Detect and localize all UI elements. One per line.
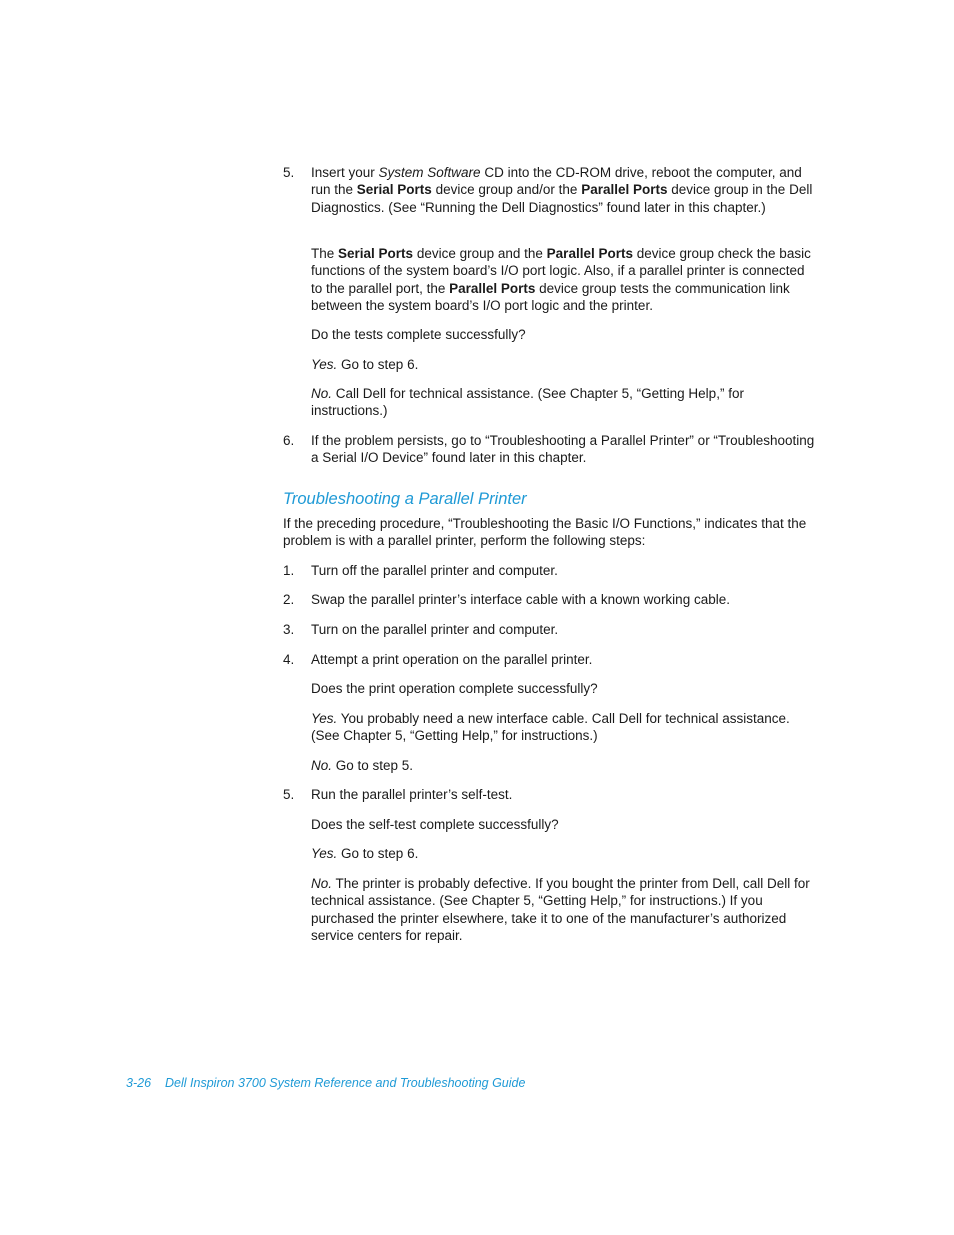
answer-yes: Yes. You probably need a new interface cable. Call Dell for technical assistance. (See Chapter 5, “Getting Help,” for instructions.) [311, 711, 790, 744]
question-print-operation: Does the print operation complete successfully? [311, 681, 598, 696]
list-item: Turn off the parallel printer and computer. [311, 563, 558, 578]
list-item: Swap the parallel printer’s interface cable with a known working cable. [311, 592, 730, 607]
paragraph-step6: If the problem persists, go to “Troubleshooting a Parallel Printer” or “Troubleshooting a Serial I/O Device” found later in this chapter. [311, 433, 815, 466]
paragraph-step5-instruction: Insert your System Software CD into the CD-ROM drive, reboot the computer, and run the Serial Ports device group and/or the Parallel Ports device group in the Dell Diagnostics. (See “Running the Dell Diagnostics” found later in this chapter.) [311, 165, 813, 215]
answer-no: No. Go to step 5. [311, 758, 414, 773]
section-heading: Troubleshooting a Parallel Printer [283, 490, 527, 508]
footer-title: Dell Inspiron 3700 System Reference and Troubleshooting Guide [165, 1076, 526, 1090]
list-item: Turn on the parallel printer and computer. [311, 622, 559, 637]
list-number: 5. [283, 787, 295, 802]
answer-no: No. The printer is probably defective. If you bought the printer from Dell, call Dell for technical assistance. (See Chapter 5, “Getting Help,” for instructions.) If you purchased the printer elsewhere, take it to one of the manufacturer’s authorized service centers for repair. [311, 876, 810, 943]
list-item: Attempt a print operation on the parallel printer. [311, 652, 593, 667]
list-number: 4. [283, 652, 295, 667]
list-number: 5. [283, 165, 295, 180]
list-number: 3. [283, 622, 295, 637]
list-number: 6. [283, 433, 295, 448]
page-number: 3-26 [126, 1076, 152, 1090]
section-intro: If the preceding procedure, “Troubleshooting the Basic I/O Functions,” indicates that the problem is with a parallel printer, perform the following steps: [283, 516, 807, 549]
answer-yes: Yes. Go to step 6. [311, 357, 419, 372]
list-number: 2. [283, 592, 295, 607]
question-tests: Do the tests complete successfully? [311, 327, 526, 342]
page-footer [126, 1075, 525, 1092]
paragraph-device-groups: The Serial Ports device group and the Parallel Ports device group check the basic functions of the system board’s I/O port logic. Also, if a parallel printer is connected to the parallel port, the Parallel Ports device group tests the communication link between the system board’s I/O port logic and the printer. [311, 246, 811, 313]
list-item: Run the parallel printer’s self-test. [311, 787, 513, 802]
answer-yes: Yes. Go to step 6. [311, 846, 419, 861]
answer-no: No. Call Dell for technical assistance. (See Chapter 5, “Getting Help,” for instructions.) [311, 386, 744, 419]
list-number: 1. [283, 563, 295, 578]
question-self-test: Does the self-test complete successfully? [311, 817, 559, 832]
